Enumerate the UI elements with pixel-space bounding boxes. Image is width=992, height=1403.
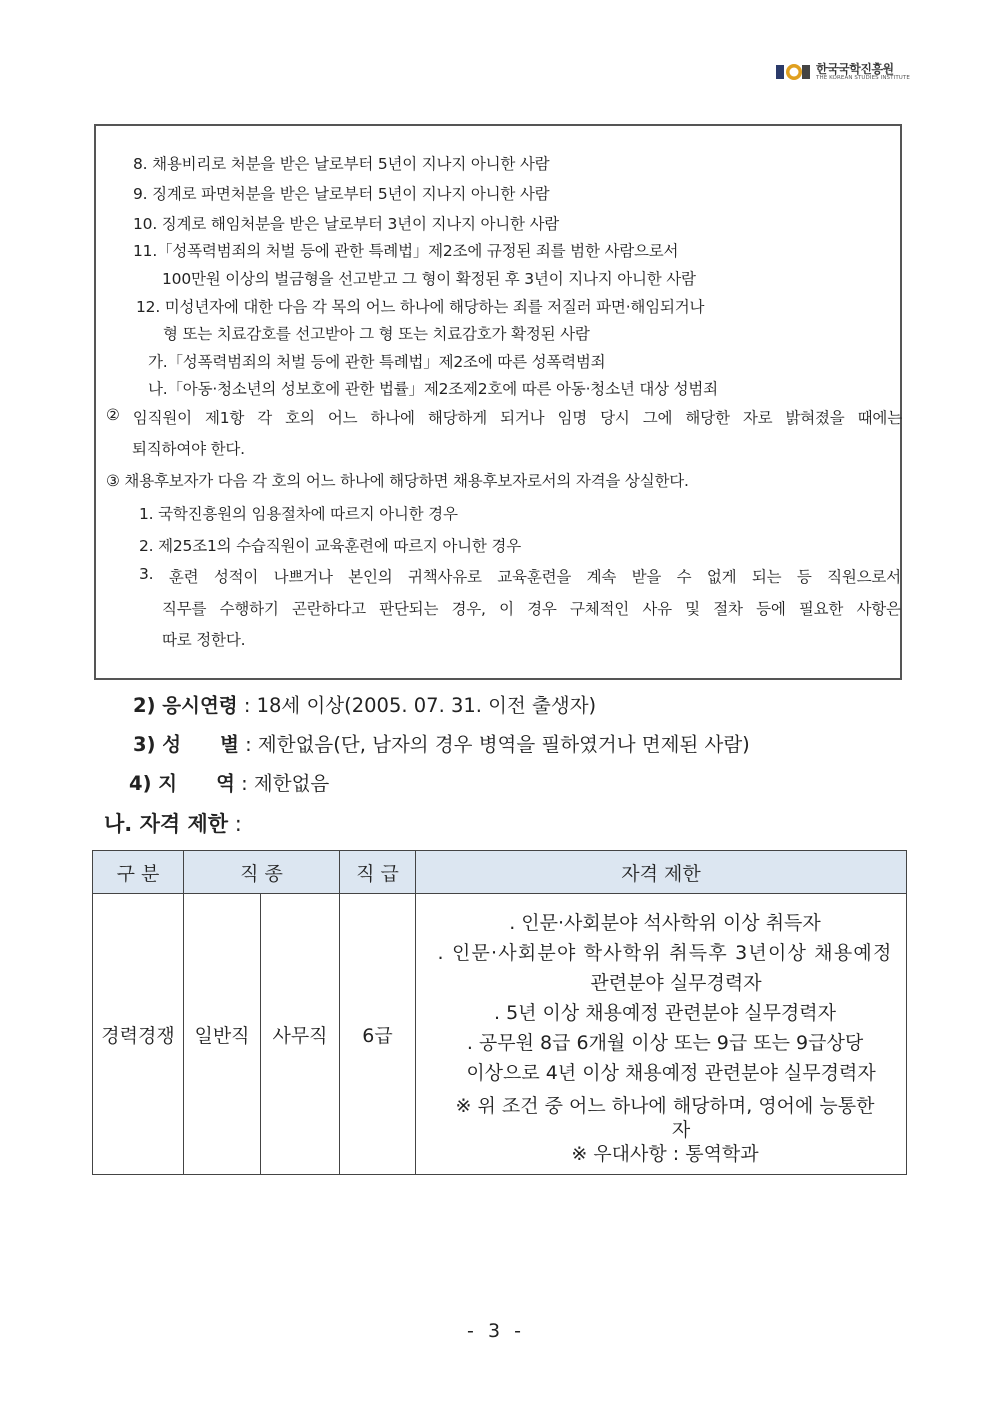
cell-category: 경력경쟁 xyxy=(93,894,184,1175)
age-requirement xyxy=(133,690,596,718)
qualification-heading-text: 나. 자격 제한 xyxy=(104,812,229,836)
regulation-excerpt-box xyxy=(94,124,902,680)
page-number: - 3 - xyxy=(467,1320,525,1342)
cell-grade: 6급 xyxy=(340,894,416,1175)
age-value: : 18세 이상(2005. 07. 31. 이전 출생자) xyxy=(243,694,597,717)
item-12-na: 나.「아동·청소년의 성보호에 관한 법률」제2조제2호에 따른 아동·청소년 대상 성범죄 xyxy=(148,380,718,398)
table-header-row xyxy=(93,851,907,894)
institute-logo xyxy=(776,60,910,84)
region-value: : 제한없음 xyxy=(241,772,330,795)
header-qualification: 자격 제한 xyxy=(416,851,907,894)
item-9: 9. 징계로 파면처분을 받은 날로부터 5년이 지나지 아니한 사람 xyxy=(133,185,550,203)
clause-2-line2: 퇴직하여야 한다. xyxy=(132,440,245,458)
sub-item-3-line2: 직무를 수행하기 곤란하다고 판단되는 경우, 이 경우 구체적인 사유 및 절차 등에 필요한 사항은 xyxy=(162,600,901,618)
sex-value: : 제한없음(단, 남자의 경우 병역을 필하였거나 면제된 사람) xyxy=(245,733,750,756)
item-12-line1: 12. 미성년자에 대한 다음 각 목의 어느 하나에 해당하는 죄를 저질러 파면·해임되거나 xyxy=(136,298,705,316)
detail-line: . 5년 이상 채용예정 관련분야 실무경력자 xyxy=(494,1002,836,1024)
qualification-heading xyxy=(104,808,242,838)
item-10: 10. 징계로 해임처분을 받은 날로부터 3년이 지나지 아니한 사람 xyxy=(133,215,560,233)
detail-line: 이상으로 4년 이상 채용예정 관련분야 실무경력자 xyxy=(466,1062,876,1084)
cell-job-subtype: 사무직 xyxy=(261,894,340,1175)
header-grade: 직 급 xyxy=(340,851,416,894)
detail-line: 관련분야 실무경력자 xyxy=(590,972,762,994)
sub-item-3-line1: 3. 훈련 성적이 나쁘거나 본인의 귀책사유로 교육훈련을 계속 받을 수 없게 되는 등 직원으로서 xyxy=(139,565,901,586)
detail-line: . 인문·사회분야 석사학위 이상 취득자 xyxy=(509,912,821,934)
detail-line: ※ 우대사항 : 통역학과 xyxy=(571,1143,759,1165)
logo-korean-name: 한국국학진흥원 xyxy=(816,61,894,76)
clause-3: ③ 채용후보자가 다음 각 호의 어느 하나에 해당하면 채용후보자로서의 자격을 상실한다. xyxy=(106,472,689,490)
item-11-line1: 11.「성폭력범죄의 처벌 등에 관한 특례법」제2조에 규정된 죄를 범한 사람으로서 xyxy=(133,242,679,260)
table-row xyxy=(93,894,907,1175)
qualification-table xyxy=(92,850,907,1175)
detail-line: ※ 위 조건 중 어느 하나에 해당하며, 영어에 능통한 xyxy=(455,1095,875,1117)
detail-line: 자 xyxy=(671,1119,691,1141)
detail-line: . 인문·사회분야 학사학위 취득후 3년이상 채용예정 xyxy=(437,942,893,964)
logo-emblem-icon xyxy=(776,61,810,83)
item-12-ga: 가.「성폭력범죄의 처벌 등에 관한 특례법」제2조에 따른 성폭력범죄 xyxy=(148,353,606,371)
sub-item-3-line3: 따로 정한다. xyxy=(162,631,246,649)
header-job-type: 직 종 xyxy=(184,851,340,894)
item-8: 8. 채용비리로 처분을 받은 날로부터 5년이 지나지 아니한 사람 xyxy=(133,155,550,173)
clause-2-line1: ② 임직원이 제1항 각 호의 어느 하나에 해당하게 되거나 임명 당시 그에 해당한 자로 밝혀졌을 때에는 xyxy=(106,406,902,427)
sub-item-1: 1. 국학진흥원의 임용절차에 따르지 아니한 경우 xyxy=(139,505,458,523)
item-12-line2: 형 또는 치료감호를 선고받아 그 형 또는 치료감호가 확정된 사람 xyxy=(163,325,590,343)
detail-line: . 공무원 8급 6개월 이상 또는 9급 또는 9급상당 xyxy=(466,1032,864,1054)
item-11-line2: 100만원 이상의 벌금형을 선고받고 그 형이 확정된 후 3년이 지나지 아니한 사람 xyxy=(162,270,696,288)
cell-qualification-details xyxy=(416,894,907,1175)
age-label: 2) 응시연령 xyxy=(133,694,238,717)
region-label: 4) 지 역 xyxy=(129,772,235,795)
sub-item-2: 2. 제25조1의 수습직원이 교육훈련에 따르지 아니한 경우 xyxy=(139,537,521,555)
qualification-heading-colon: : xyxy=(234,812,242,836)
cell-job-type: 일반직 xyxy=(184,894,261,1175)
header-category: 구 분 xyxy=(93,851,184,894)
sex-label: 3) 성 별 xyxy=(133,733,239,756)
region-requirement xyxy=(129,768,329,796)
sex-requirement xyxy=(133,729,750,757)
logo-english-name: THE KOREAN STUDIES INSTITUTE xyxy=(816,74,910,81)
